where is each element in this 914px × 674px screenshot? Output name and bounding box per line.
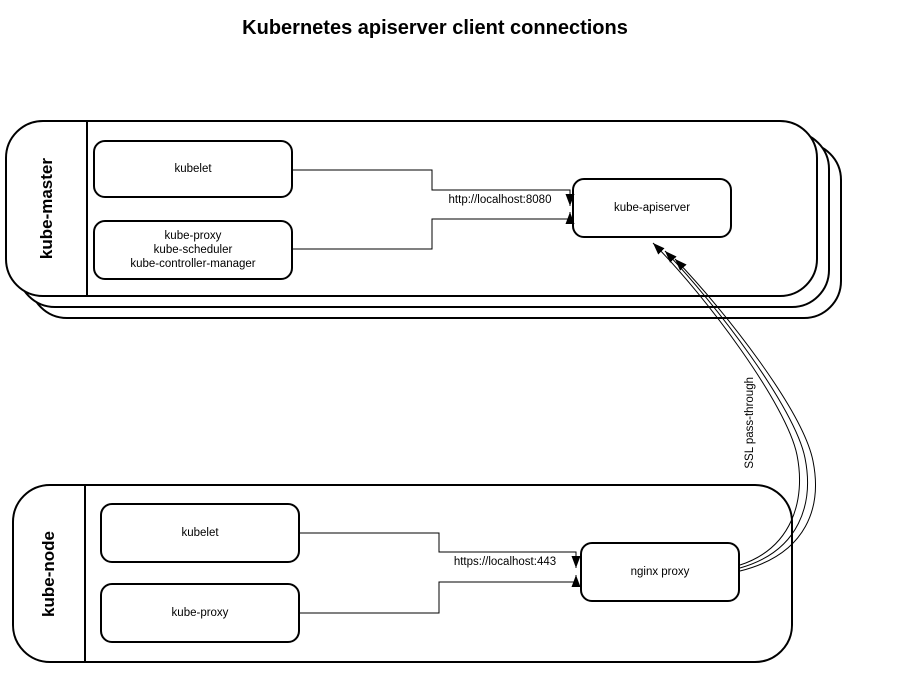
kube-master-label: kube-master: [36, 157, 56, 260]
http-connection-label: http://localhost:8080: [448, 194, 552, 206]
master-service-kube-controller-manager: kube-controller-manager: [130, 258, 256, 270]
node-kubelet-label: kubelet: [181, 527, 219, 539]
node-kube-proxy-label: kube-proxy: [171, 607, 229, 619]
nginx-proxy-box: [580, 542, 740, 602]
kube-master-label-strip: [7, 122, 88, 295]
master-kubelet-box: [93, 140, 293, 198]
kube-apiserver-label: kube-apiserver: [613, 202, 691, 214]
nginx-proxy-label: nginx proxy: [630, 566, 690, 578]
ssl-pass-through-label: SSL pass-through: [744, 376, 756, 469]
kube-apiserver-box: [572, 178, 732, 238]
node-kube-proxy-box: [100, 583, 300, 643]
master-services-box: [93, 220, 293, 280]
kube-node-label-strip: [14, 486, 86, 661]
kube-node-label: kube-node: [39, 530, 58, 617]
https-connection-label: https://localhost:443: [453, 556, 557, 568]
node-kubelet-box: [100, 503, 300, 563]
diagram-title: Kubernetes apiserver client connections: [242, 17, 628, 39]
master-service-kube-proxy: kube-proxy: [164, 230, 222, 242]
master-service-kube-scheduler: kube-scheduler: [153, 244, 233, 256]
master-kubelet-label: kubelet: [174, 163, 212, 175]
